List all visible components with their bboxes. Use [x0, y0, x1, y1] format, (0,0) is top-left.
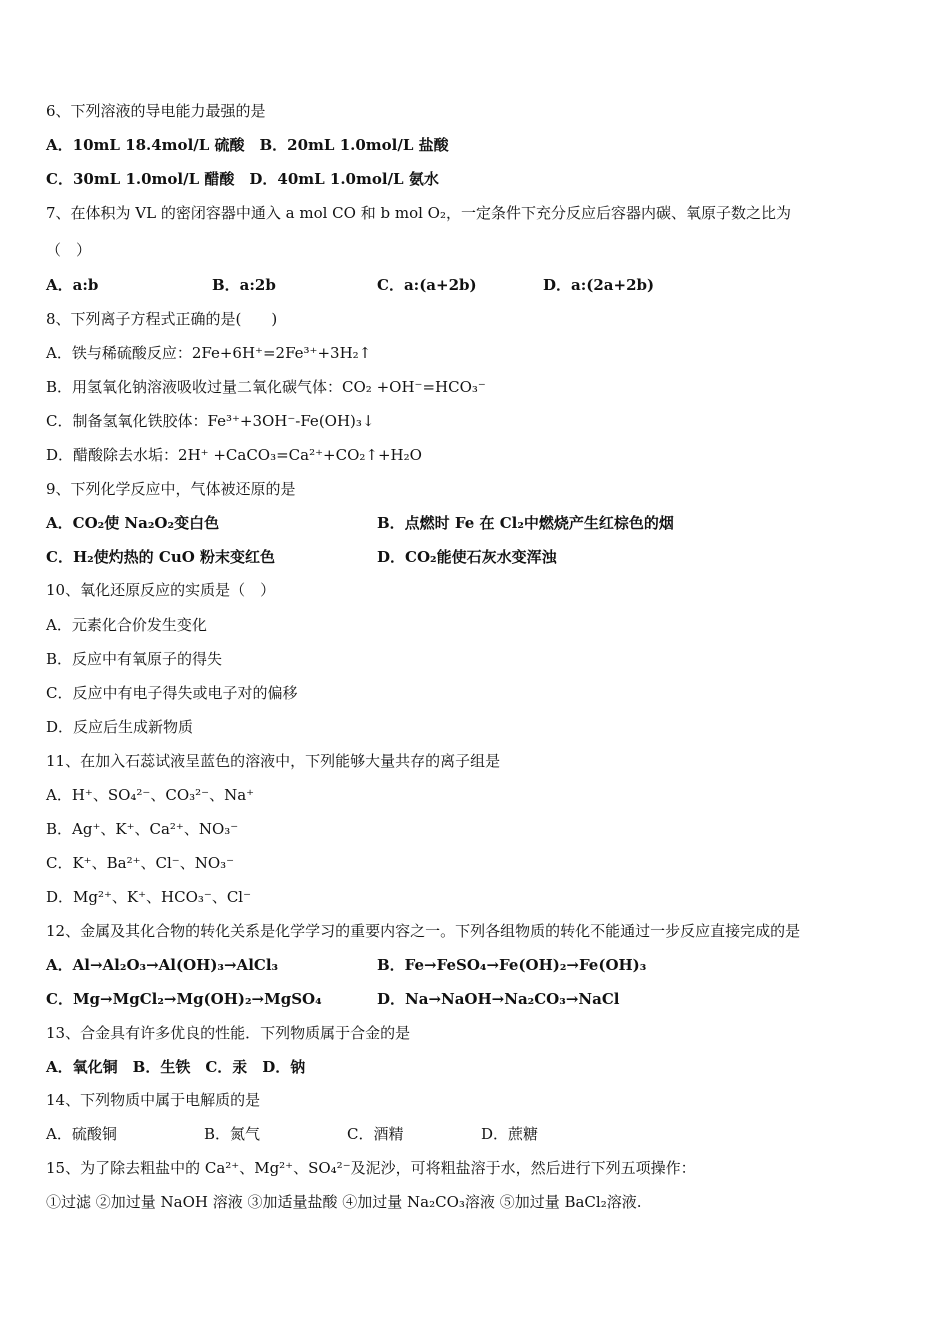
q9-options-ab	[46, 513, 674, 533]
q9-options-cd	[46, 547, 557, 567]
q9-option-d: D．CO₂能使石灰水变浑浊	[377, 548, 557, 566]
q6-options-cd: C．30mL 1.0mol/L 醋酸 D．40mL 1.0mol/L 氨水	[46, 170, 439, 188]
q8-option-a: A．铁与稀硫酸反应：2Fe+6H⁺=2Fe³⁺+3H₂↑	[46, 344, 372, 362]
q7-paren: （ ）	[46, 241, 92, 259]
q10-option-a: A．元素化合价发生变化	[46, 616, 207, 634]
q14-option-a: A．硫酸铜	[46, 1125, 117, 1143]
q13-options: A．氧化铜 B．生铁 C．汞 D．钠	[46, 1058, 306, 1076]
q12-option-a: A．Al→Al₂O₃→Al(OH)₃→AlCl₃	[46, 956, 279, 974]
q10-option-b: B．反应中有氧原子的得失	[46, 650, 223, 668]
q14-option-b: B．氮气	[204, 1125, 261, 1143]
q14-option-c: C．酒精	[347, 1125, 404, 1143]
q14-option-d: D．蔗糖	[481, 1125, 539, 1143]
q7-option-a: A．a:b	[46, 276, 99, 294]
q10-option-d: D．反应后生成新物质	[46, 718, 194, 736]
q7-stem: 7、在体积为 VL 的密闭容器中通入 a mol CO 和 b mol O₂，一定条件下充分反应后容器内碳、氧原子数之比为	[46, 204, 791, 222]
q9-option-c: C．H₂使灼热的 CuO 粉末变红色	[46, 548, 276, 566]
q8-stem: 8、下列离子方程式正确的是( )	[46, 310, 278, 328]
q9-stem: 9、下列化学反应中，气体被还原的是	[46, 480, 296, 498]
q10-option-c: C．反应中有电子得失或电子对的偏移	[46, 684, 298, 702]
q14-stem: 14、下列物质中属于电解质的是	[46, 1091, 261, 1109]
q8-option-b: B．用氢氧化钠溶液吸收过量二氧化碳气体：CO₂ +OH⁻=HCO₃⁻	[46, 378, 486, 396]
q12-stem: 12、金属及其化合物的转化关系是化学学习的重要内容之一。下列各组物质的转化不能通过一步反应直接完成的是	[46, 922, 801, 940]
q6-stem: 6、下列溶液的导电能力最强的是	[46, 102, 266, 120]
q10-stem: 10、氧化还原反应的实质是（ ）	[46, 581, 276, 599]
q11-stem: 11、在加入石蕊试液呈蓝色的溶液中，下列能够大量共存的离子组是	[46, 752, 501, 770]
q8-option-d: D．醋酸除去水垢：2H⁺ +CaCO₃=Ca²⁺+CO₂↑+H₂O	[46, 446, 422, 464]
q6-options-ab: A．10mL 18.4mol/L 硫酸 B．20mL 1.0mol/L 盐酸	[46, 136, 449, 154]
q7-options	[46, 275, 654, 295]
q9-option-b: B．点燃时 Fe 在 Cl₂中燃烧产生红棕色的烟	[377, 514, 674, 532]
q7-option-d: D．a:(2a+2b)	[543, 276, 655, 294]
q15-stem: 15、为了除去粗盐中的 Ca²⁺、Mg²⁺、SO₄²⁻及泥沙，可将粗盐溶于水，然后进行下列五项操作：	[46, 1159, 696, 1177]
q7-option-c: C．a:(a+2b)	[377, 276, 477, 294]
q9-option-a: A．CO₂使 Na₂O₂变白色	[46, 514, 220, 532]
q11-option-a: A．H⁺、SO₄²⁻、CO₃²⁻、Na⁺	[46, 786, 255, 804]
q14-options	[46, 1124, 538, 1144]
q8-option-c: C．制备氢氧化铁胶体：Fe³⁺+3OH⁻-Fe(OH)₃↓	[46, 412, 375, 430]
q11-option-c: C．K⁺、Ba²⁺、Cl⁻、NO₃⁻	[46, 854, 235, 872]
q15-operations: ①过滤 ②加过量 NaOH 溶液 ③加适量盐酸 ④加过量 Na₂CO₃溶液 ⑤加过量 BaCl₂溶液.	[46, 1193, 642, 1211]
q12-options-ab	[46, 955, 646, 975]
q12-option-c: C．Mg→MgCl₂→Mg(OH)₂→MgSO₄	[46, 990, 322, 1008]
q12-option-d: D．Na→NaOH→Na₂CO₃→NaCl	[377, 990, 620, 1008]
q7-option-b: B．a:2b	[212, 276, 276, 294]
q11-option-b: B．Ag⁺、K⁺、Ca²⁺、NO₃⁻	[46, 820, 239, 838]
q12-option-b: B．Fe→FeSO₄→Fe(OH)₂→Fe(OH)₃	[377, 956, 647, 974]
q12-options-cd	[46, 989, 619, 1009]
q11-option-d: D．Mg²⁺、K⁺、HCO₃⁻、Cl⁻	[46, 888, 252, 906]
q13-stem: 13、合金具有许多优良的性能．下列物质属于合金的是	[46, 1024, 411, 1042]
